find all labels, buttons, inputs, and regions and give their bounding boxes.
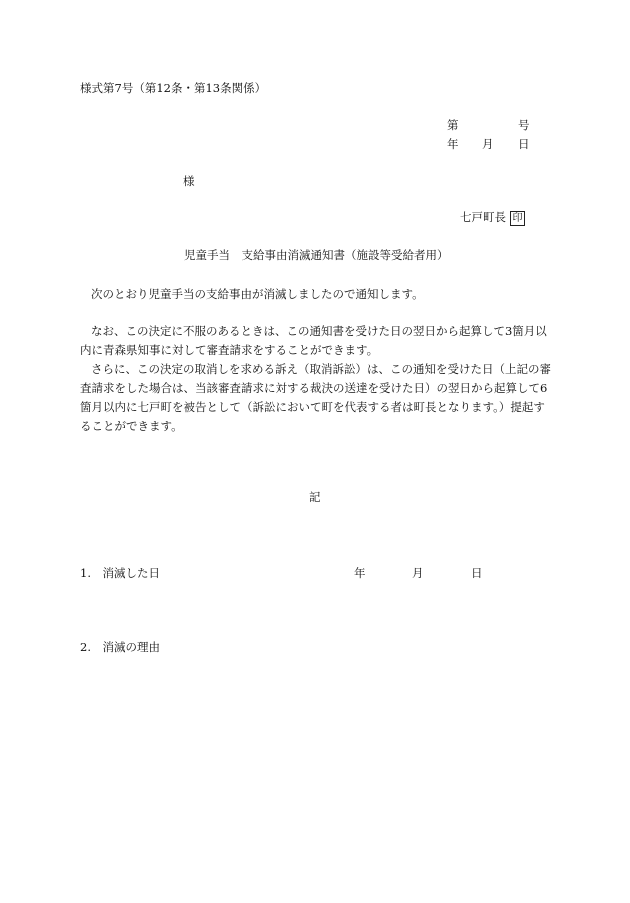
document-title: 児童手当 支給事由消滅通知書（施設等受給者用） — [184, 248, 449, 262]
item1-month-label: 月 — [412, 566, 424, 580]
date-month-label: 月 — [482, 137, 494, 151]
item1-day-label: 日 — [471, 566, 483, 580]
item1-year-label: 年 — [354, 566, 366, 580]
date-year-label: 年 — [447, 137, 459, 151]
sender-name: 七戸町長 — [460, 210, 506, 224]
doc-number-suffix: 号 — [518, 118, 530, 132]
appeal-lawsuit-paragraph: さらに、この決定の取消しを求める訴え（取消訴訟）は、この通知を受けた日（上記の審査請求をした場合は、当該審査請求に対する裁決の送達を受けた日）の翌日から起算して6箇月以内に七戸町を被告として（訴訟において町を代表する者は町長となります。）提起することができます。 — [80, 362, 551, 433]
item2-label: 2. 消滅の理由 — [80, 640, 160, 654]
appeal-review-paragraph: なお、この決定に不服のあるときは、この通知書を受けた日の翌日から起算して3箇月以内に青森県知事に対して審査請求をすることができます。 — [80, 324, 547, 357]
item1-label: 1. 消滅した日 — [80, 566, 160, 580]
notice-paragraph: 次のとおり児童手当の支給事由が消滅しましたので通知します。 — [91, 287, 424, 301]
date-day-label: 日 — [518, 137, 530, 151]
form-code: 様式第7号（第12条・第13条関係） — [80, 81, 267, 95]
record-label: 記 — [309, 490, 321, 504]
addressee-suffix: 様 — [183, 174, 195, 188]
seal-mark: 印 — [510, 211, 525, 226]
sender-block — [460, 210, 525, 226]
doc-number-prefix: 第 — [447, 118, 459, 132]
